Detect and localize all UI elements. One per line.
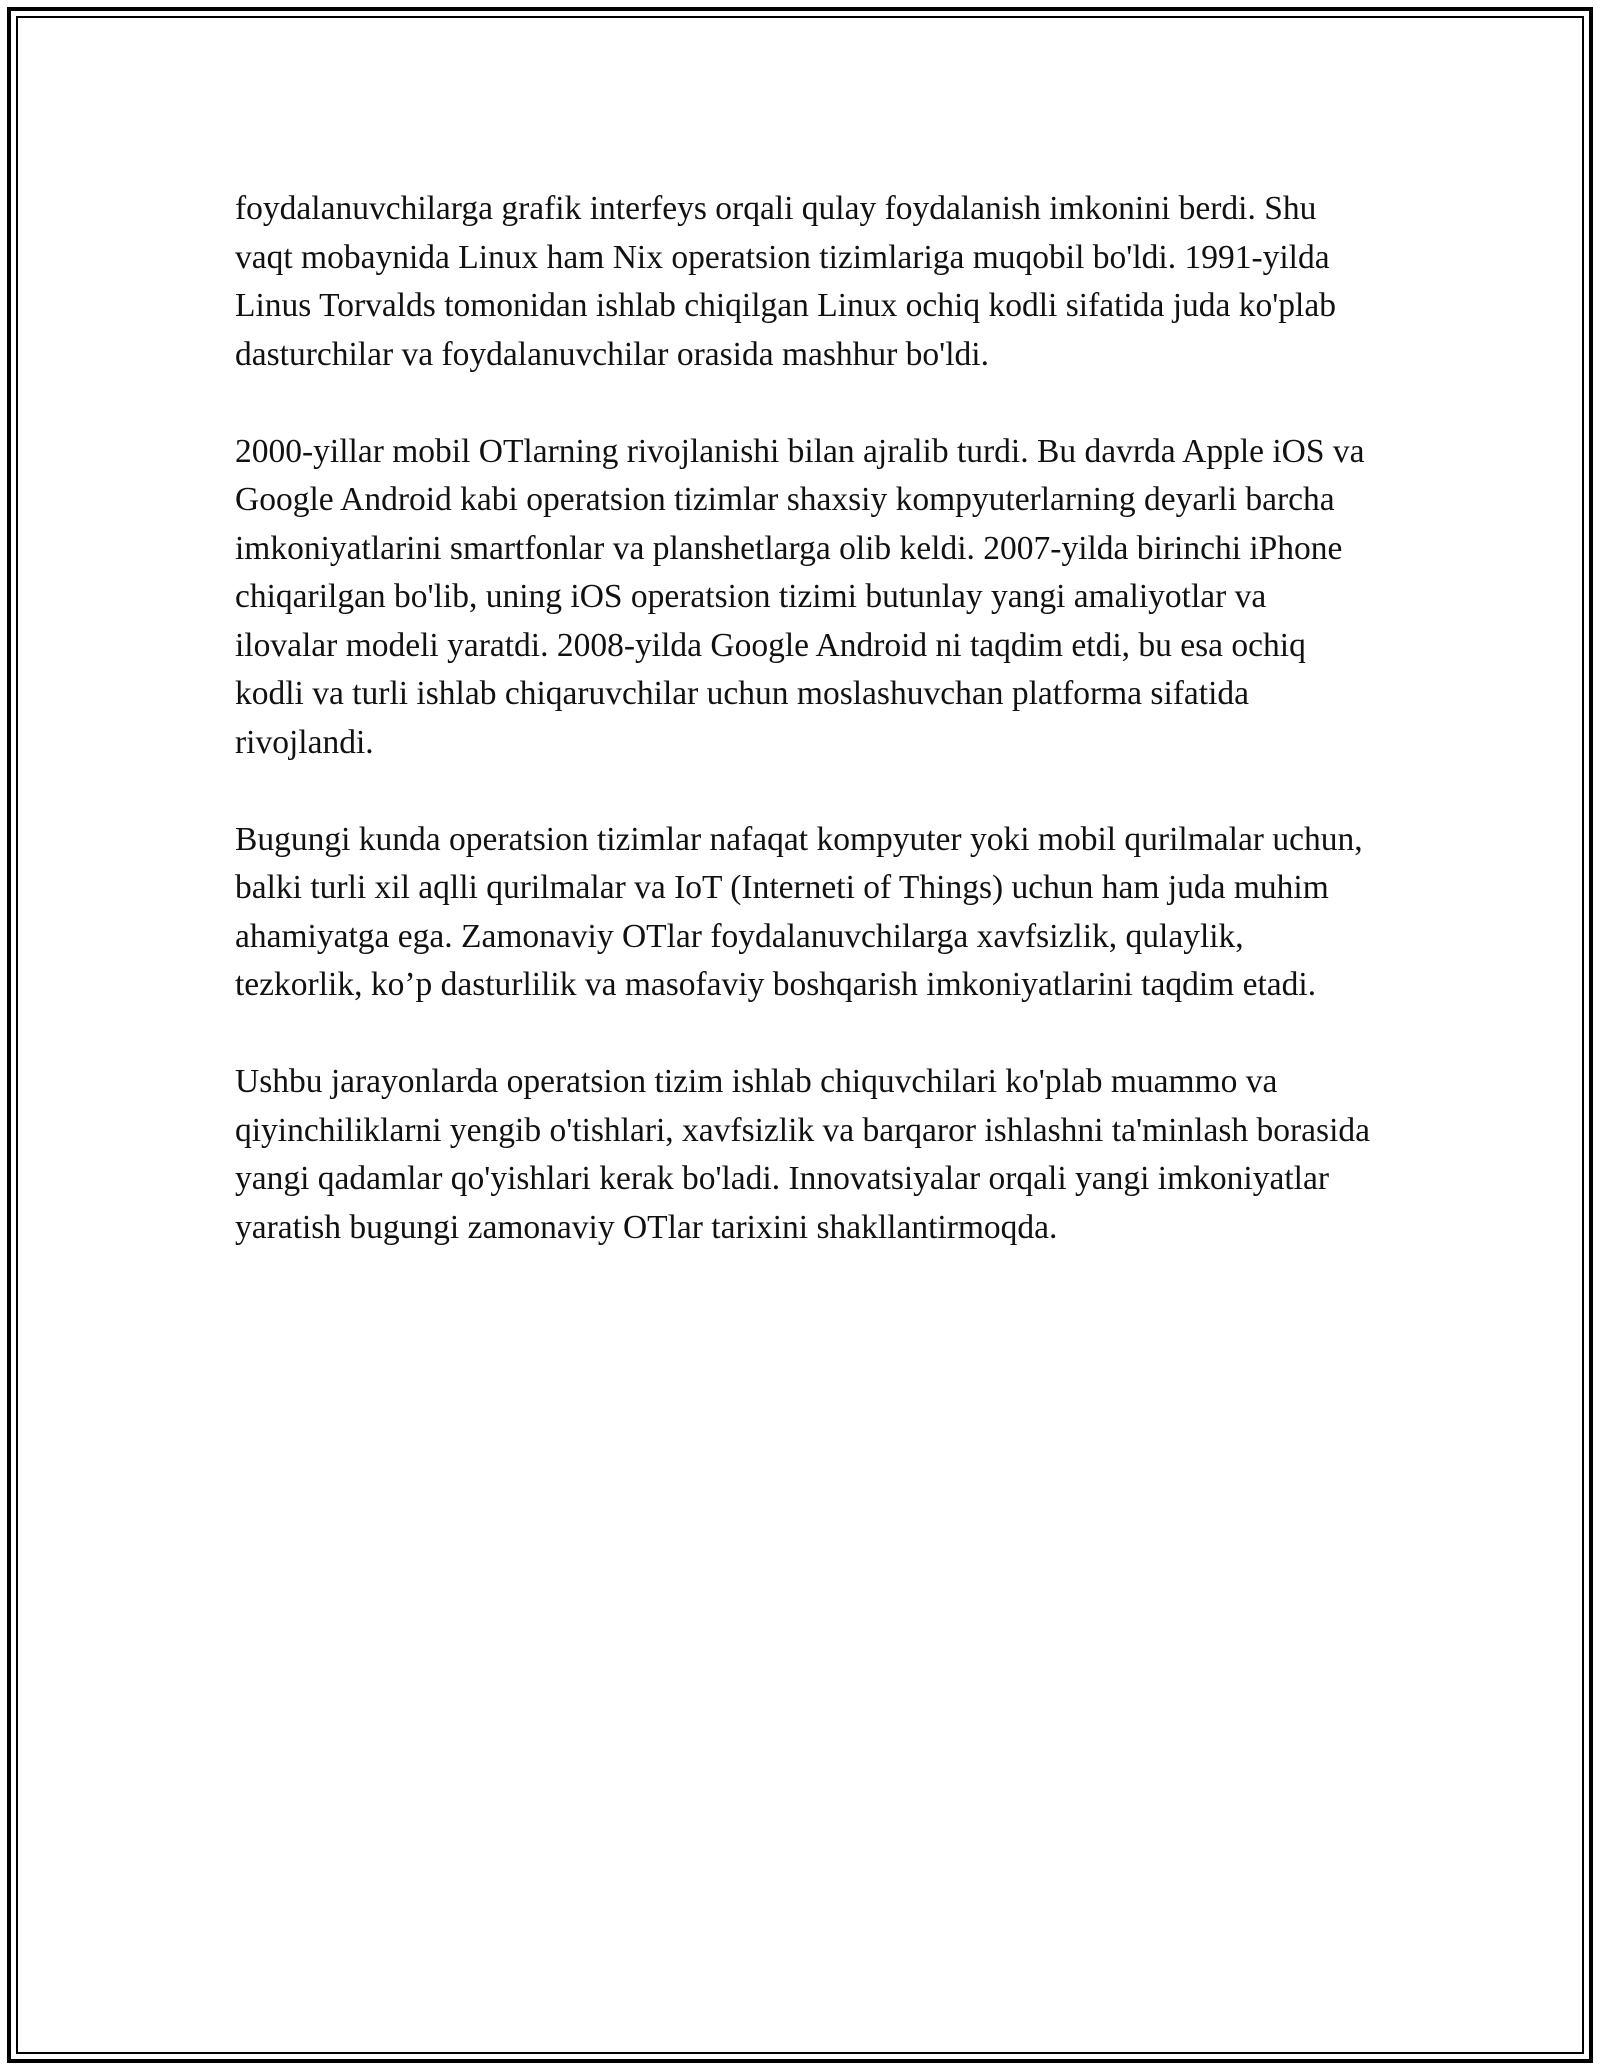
paragraph-linux: foydalanuvchilarga grafik interfeys orqali qulay foydalanish imkonini berdi. Shu vaqt mobaynida Linux ham Nix operatsion tizimlariga muqobil bo'ldi. 1991-yilda Linus Torvalds tomonidan ishlab chiqilgan Linux ochiq kodli sifatida juda ko'plab dasturchilar va foydalanuvchilar orasida mashhur bo'ldi. bbox=[235, 190, 1336, 373]
paragraph-modern-os: Bugungi kunda operatsion tizimlar nafaqat kompyuter yoki mobil qurilmalar uchun, balki turli xil aqlli qurilmalar va IoT (Interneti of Things) uchun ham juda muhim ahamiyatga ega. Zamonaviy OTlar foydalanuvchilarga xavfsizlik, qulaylik, tezkorlik, ko’p dasturlilik va masofaviy boshqarish imkoniyatlarini taqdim etadi. bbox=[235, 820, 1363, 1003]
paragraph-mobile-os: 2000-yillar mobil OTlarning rivojlanishi bilan ajralib turdi. Bu davrda Apple iOS va Google Android kabi operatsion tizimlar shaxsiy kompyuterlarning deyarli barcha imkoniyatlarini smartfonlar va planshetlarga olib keldi. 2007-yilda birinchi iPhone chiqarilgan bo'lib, uning iOS operatsion tizimi butunlay yangi amaliyotlar va ilovalar modeli yaratdi. 2008-yilda Google Android ni taqdim etdi, bu esa ochiq kodli va turli ishlab chiqaruvchilar uchun moslashuvchan platforma sifatida rivojlandi. bbox=[235, 432, 1365, 761]
paragraph-conclusion: Ushbu jarayonlarda operatsion tizim ishlab chiquvchilari ko'plab muammo va qiyinchiliklarni yengib o'tishlari, xavfsizlik va barqaror ishlashni ta'minlash borasida yangi qadamlar qo'yishlari kerak bo'ladi. Innovatsiyalar orqali yangi imkoniyatlar yaratish bugungi zamonaviy OTlar tarixini shakllantirmoqda. bbox=[235, 1063, 1370, 1246]
document-body bbox=[235, 185, 1375, 1301]
